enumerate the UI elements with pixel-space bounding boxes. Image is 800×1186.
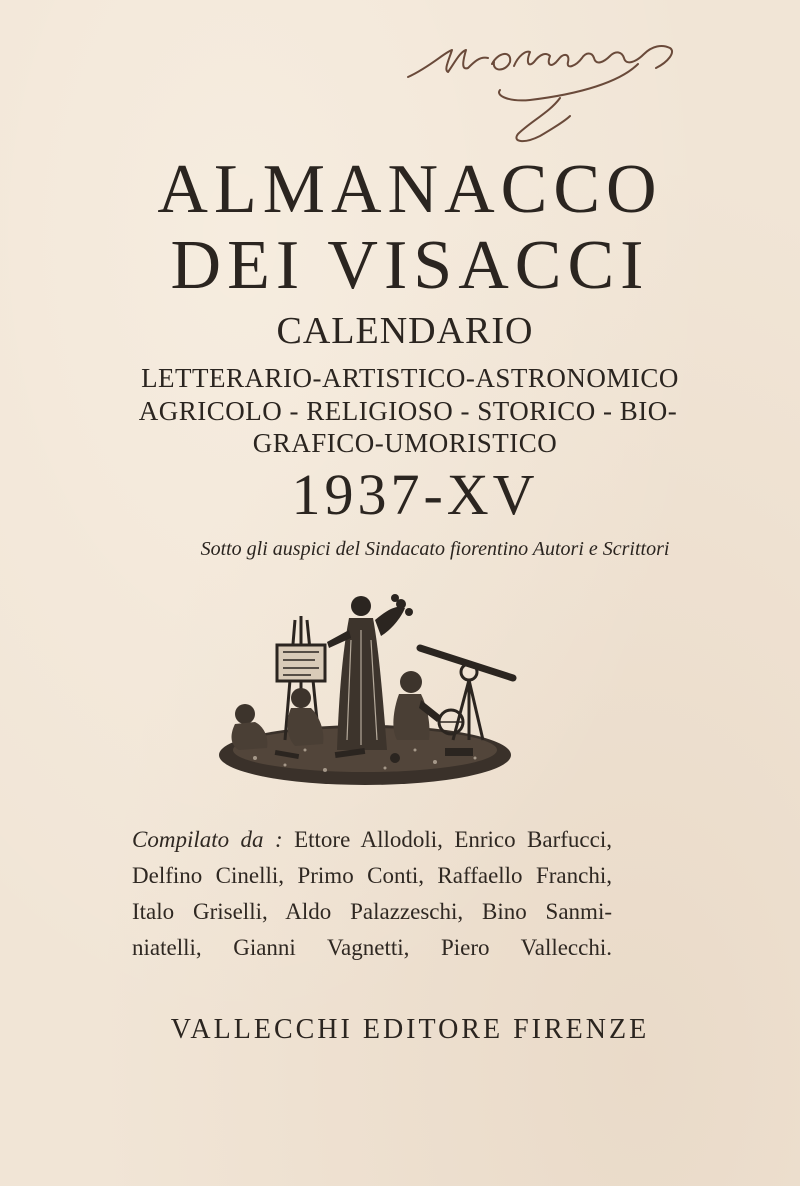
credits-line-3: Italo Griselli, Aldo Palazzeschi, Bino Sanmi-: [132, 899, 612, 924]
credits-line-2: Delfino Cinelli, Primo Conti, Raffaello Franchi,: [132, 863, 612, 888]
subtitle-calendario: CALENDARIO: [276, 310, 534, 352]
subtitle-line-3: GRAFICO-UMORISTICO: [252, 428, 558, 458]
credits-line-1: [132, 822, 612, 858]
year-label: 1937-XV: [291, 462, 539, 527]
allegorical-engraving-icon: [215, 590, 520, 790]
compilers-credits: [132, 822, 612, 966]
subtitle-line-2: AGRICOLO - RELIGIOSO - STORICO - BIO-: [138, 396, 678, 426]
publisher-imprint: VALLECCHI EDITORE FIRENZE: [170, 1014, 650, 1045]
handwritten-signature: [400, 22, 700, 152]
credits-line-4: niatelli, Gianni Vagnetti, Piero Vallecchi.: [132, 935, 612, 960]
title-line-1: ALMANACCO: [157, 151, 663, 228]
credits-lead: Compilato da :: [132, 827, 283, 852]
auspici-line: Sotto gli auspici del Sindacato fiorentino Autori e Scrittori: [200, 538, 670, 560]
subtitle-line-1: LETTERARIO-ARTISTICO-ASTRONOMICO: [141, 363, 679, 393]
title-line-2: DEI VISACCI: [170, 227, 650, 304]
credits-line-1-names: Ettore Allodoli, Enrico Barfucci,: [294, 827, 612, 852]
